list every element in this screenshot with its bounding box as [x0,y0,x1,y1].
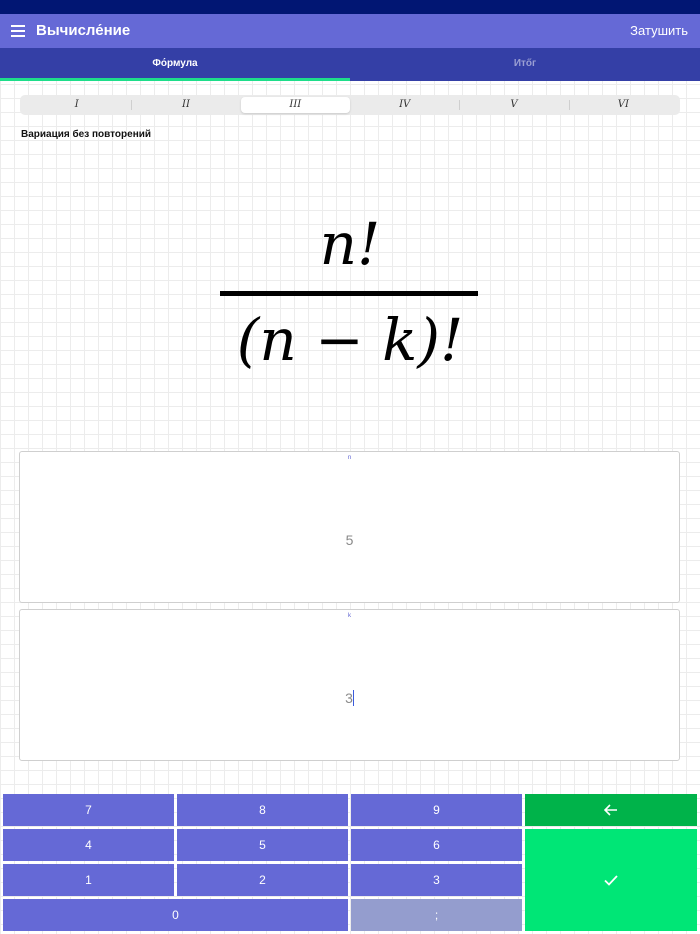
hamburger-icon[interactable] [11,25,25,37]
tab-bar [0,48,700,81]
key-8[interactable]: 8 [177,794,348,826]
formula-numerator: n! [319,210,381,278]
arrow-left-icon [604,804,618,816]
tab-formula[interactable]: Фо́рмула [0,48,350,81]
checkmark-icon [604,875,618,886]
app-title: Вычисле́ние [36,22,131,39]
k-input-value: 3 [345,690,353,706]
key-2[interactable]: 2 [177,864,348,896]
key-3[interactable]: 3 [351,864,522,896]
key-6[interactable]: 6 [351,829,522,861]
k-input-label: k [348,613,351,619]
n-input-value: 5 [345,532,354,548]
key-separator[interactable]: ; [351,899,522,931]
variant-selector [20,95,680,115]
fraction-line [220,291,478,296]
formula-title: Вариация без повторений [21,129,152,140]
key-4[interactable]: 4 [3,829,174,861]
variant-option-5[interactable]: V [459,97,568,113]
key-9[interactable]: 9 [351,794,522,826]
variant-option-2[interactable]: II [131,97,240,113]
k-input[interactable] [19,609,680,761]
clear-button[interactable]: Затушить [630,23,688,38]
n-input-label: n [347,455,352,461]
text-caret [353,690,354,706]
key-7[interactable]: 7 [3,794,174,826]
variant-option-1[interactable]: I [74,99,79,110]
backspace-button[interactable] [525,794,697,826]
confirm-button[interactable] [525,829,697,931]
key-5[interactable]: 5 [177,829,348,861]
formula-denominator: (n − k)! [236,306,464,374]
variant-option-3[interactable]: III [241,97,350,113]
app-bar [0,14,700,48]
key-0[interactable]: 0 [3,899,348,931]
variant-option-4[interactable]: IV [399,99,411,110]
key-1[interactable]: 1 [3,864,174,896]
k-input-value-row [20,690,679,706]
formula-display [200,210,500,390]
n-input[interactable] [19,451,680,603]
status-bar [0,0,700,14]
variant-option-6[interactable]: VI [569,97,678,113]
tab-result[interactable]: Итőг [513,58,537,69]
